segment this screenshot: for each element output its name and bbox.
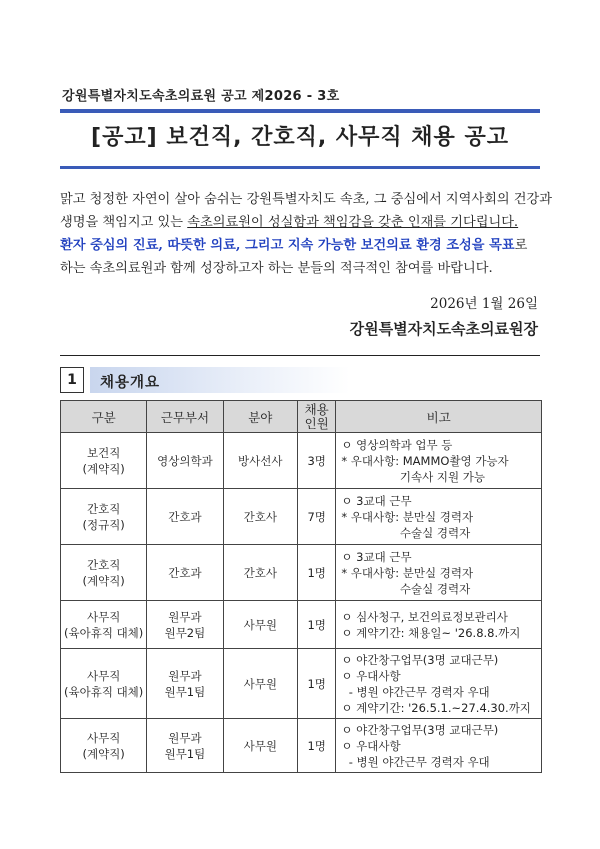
cell-remarks-text: 수술실 경력자 xyxy=(341,581,471,596)
cell-department xyxy=(147,489,223,545)
cell-category xyxy=(61,489,147,545)
cell-category-text: (계약직) xyxy=(82,573,125,588)
notice-date: 2026년 1월 26일 xyxy=(430,296,538,312)
section-number: 1 xyxy=(60,367,84,393)
table-row xyxy=(61,649,542,719)
section-header xyxy=(60,367,540,393)
cell-remarks-text: 수술실 경력자 xyxy=(341,525,471,540)
cell-field-text: 방사선사 xyxy=(238,453,283,468)
cell-field-text: 사무원 xyxy=(243,617,277,632)
cell-remarks-text: ㅇ 야간창구업무(3명 교대근무) xyxy=(341,722,499,737)
intro-line-3 xyxy=(60,234,546,257)
cell-department xyxy=(147,719,223,773)
cell-remarks-text: ㅇ 3교대 근무 xyxy=(341,549,412,564)
table-row xyxy=(61,433,542,489)
cell-department-text: 원무과 xyxy=(168,668,202,683)
cell-remarks-text: ㅇ 계약기간: 채용일~ '26.8.8.까지 xyxy=(341,625,521,640)
cell-department-text: 영상의학과 xyxy=(157,453,213,468)
header-hire-line-2: 인원 xyxy=(304,415,329,431)
cell-category-text: (계약직) xyxy=(82,746,125,761)
cell-remarks xyxy=(336,433,542,489)
cell-count xyxy=(297,719,335,773)
cell-field xyxy=(223,649,297,719)
cell-category-text: (계약직) xyxy=(82,461,125,476)
section-title: 채용개요 xyxy=(100,375,161,391)
cell-field xyxy=(223,489,297,545)
intro-line-1: 맑고 청정한 자연이 살아 숨쉬는 강원특별자치도 속초, 그 중심에서 지역사회의 건강과 xyxy=(60,192,552,207)
cell-remarks-text: ㅇ 우대사항 xyxy=(341,738,401,753)
table-row xyxy=(61,489,542,545)
cell-category-text: 사무직 xyxy=(86,609,121,624)
cell-category-text: (정규직) xyxy=(82,517,125,532)
cell-remarks-text: ㅇ 영상의학과 업무 등 xyxy=(341,437,453,452)
cell-department-text: 간호과 xyxy=(168,509,202,524)
title-bottom-rule xyxy=(60,166,540,169)
cell-category xyxy=(61,433,147,489)
cell-count-text: 1명 xyxy=(307,565,326,580)
cell-department-text: 원무1팀 xyxy=(164,684,206,699)
header-hire-count xyxy=(297,401,335,433)
cell-field xyxy=(223,601,297,649)
intro-line-3-highlight: 환자 중심의 진료, 따뜻한 의료, 그리고 지속 가능한 보건의료 환경 조성을 목표 xyxy=(60,238,515,253)
cell-category-text: 보건직 xyxy=(86,445,121,460)
cell-category xyxy=(61,649,147,719)
cell-count xyxy=(297,545,335,601)
cell-category-text: 간호직 xyxy=(86,557,121,572)
cell-field-text: 사무원 xyxy=(243,738,277,753)
cell-count-text: 3명 xyxy=(307,453,326,468)
header-field: 분야 xyxy=(223,401,297,433)
cell-remarks xyxy=(336,489,542,545)
cell-count-text: 1명 xyxy=(307,738,326,753)
cell-category xyxy=(61,545,147,601)
cell-field-text: 간호사 xyxy=(243,509,277,524)
cell-count-text: 1명 xyxy=(307,617,326,632)
table-row xyxy=(61,545,542,601)
cell-remarks xyxy=(336,649,542,719)
intro-line-2-underlined: 속초의료원이 성실함과 책임감을 갖춘 인재를 기다립니다. xyxy=(187,215,519,230)
intro-line-3-tail: 로 xyxy=(514,238,528,253)
cell-remarks xyxy=(336,719,542,773)
cell-department-text: 간호과 xyxy=(168,565,202,580)
cell-count xyxy=(297,433,335,489)
table-row xyxy=(61,601,542,649)
cell-field xyxy=(223,545,297,601)
cell-remarks-text: ㅇ 3교대 근무 xyxy=(341,493,412,508)
cell-count xyxy=(297,601,335,649)
header-remarks: 비고 xyxy=(336,401,542,433)
cell-department xyxy=(147,545,223,601)
cell-count-text: 7명 xyxy=(307,509,326,524)
cell-department-text: 원무2팀 xyxy=(164,625,206,640)
title-top-rule xyxy=(60,109,540,113)
cell-remarks xyxy=(336,601,542,649)
intro-line-2-pre: 생명을 책임지고 있는 xyxy=(60,215,188,230)
cell-remarks-text: - 병원 야간근무 경력자 우대 xyxy=(341,684,490,699)
cell-department xyxy=(147,649,223,719)
cell-category-text: 사무직 xyxy=(86,668,121,683)
intro-line-2 xyxy=(60,211,546,234)
cell-category-text: 사무직 xyxy=(86,730,121,745)
cell-department xyxy=(147,433,223,489)
cell-count-text: 1명 xyxy=(307,676,326,691)
cell-remarks-text: ㅇ 우대사항 xyxy=(341,668,401,683)
cell-remarks-text: ㅇ 계약기간: '26.5.1.~27.4.30.까지 xyxy=(341,700,531,715)
cell-field xyxy=(223,719,297,773)
cell-category xyxy=(61,719,147,773)
cell-field-text: 사무원 xyxy=(243,676,277,691)
cell-remarks-text: 기속사 지원 가능 xyxy=(341,469,485,484)
intro-line-4: 하는 속초의료원과 함께 성장하고자 하는 분들의 적극적인 참여를 바랍니다. xyxy=(60,261,493,276)
cell-remarks xyxy=(336,545,542,601)
cell-category xyxy=(61,601,147,649)
cell-count xyxy=(297,649,335,719)
cell-department-text: 원무1팀 xyxy=(164,746,206,761)
cell-field-text: 간호사 xyxy=(243,565,277,580)
table-row xyxy=(61,719,542,773)
header-hire-line-1: 채용 xyxy=(304,401,329,417)
cell-remarks-text: ㅇ 심사청구, 보건의료정보관리사 xyxy=(341,609,508,624)
section-divider xyxy=(60,355,540,356)
cell-category-text: (육아휴직 대체) xyxy=(64,684,144,699)
table-header-row xyxy=(61,401,542,433)
cell-department-text: 원무과 xyxy=(168,609,202,624)
cell-department xyxy=(147,601,223,649)
cell-count xyxy=(297,489,335,545)
signer-name: 강원특별자치도속초의료원장 xyxy=(349,320,538,338)
cell-field xyxy=(223,433,297,489)
intro-text xyxy=(60,188,552,280)
notice-number: 강원특별자치도속초의료원 공고 제2026 - 3호 xyxy=(62,89,340,104)
header-department: 근무부서 xyxy=(147,401,223,433)
header-category: 구분 xyxy=(61,401,147,433)
cell-remarks-text: ㅇ 야간창구업무(3명 교대근무) xyxy=(341,652,499,667)
cell-category-text: (육아휴직 대체) xyxy=(64,625,144,640)
section-title-bar xyxy=(90,367,350,393)
cell-remarks-text: * 우대사항: 분만실 경력자 xyxy=(341,509,474,524)
cell-department-text: 원무과 xyxy=(168,730,202,745)
cell-remarks-text: * 우대사항: MAMMO촬영 가능자 xyxy=(341,453,509,468)
recruitment-table xyxy=(60,400,542,773)
page-title: [공고] 보건직, 간호직, 사무직 채용 공고 xyxy=(91,125,509,150)
cell-remarks-text: * 우대사항: 분만실 경력자 xyxy=(341,565,474,580)
cell-remarks-text: - 병원 야간근무 경력자 우대 xyxy=(341,754,490,769)
cell-category-text: 간호직 xyxy=(86,501,121,516)
